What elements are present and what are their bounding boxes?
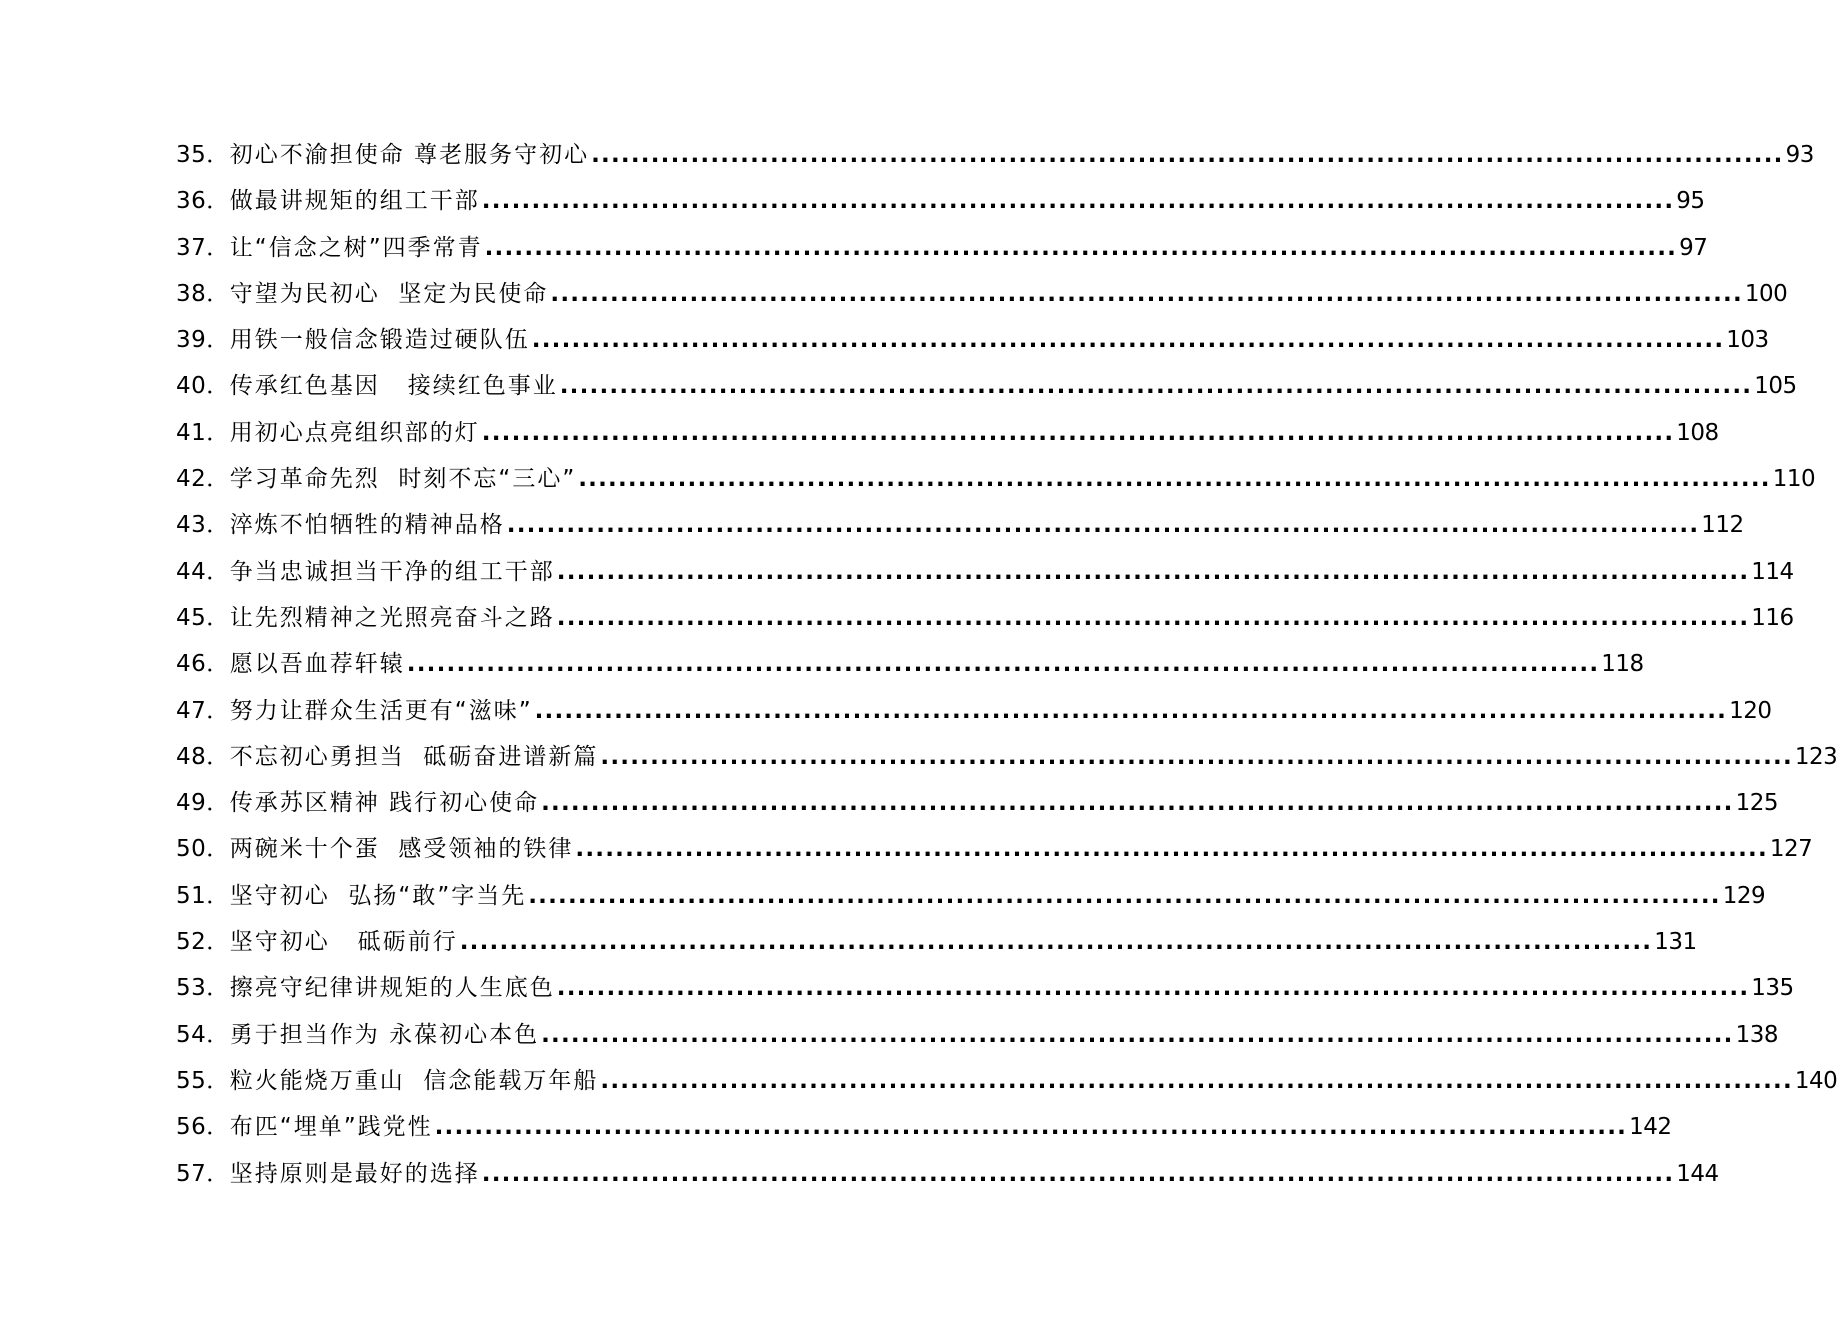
toc-entry <box>176 456 1816 502</box>
toc-entry-number: 51． <box>176 882 230 909</box>
toc-entry <box>176 688 1772 734</box>
toc-entry-page-number: 95 <box>1676 188 1705 215</box>
toc-entry <box>176 1104 1672 1150</box>
toc-entry-page-number: 105 <box>1754 373 1797 400</box>
toc-entry-title: 勇于担当作为 永葆初心本色 <box>229 1021 540 1048</box>
toc-entry-title: 初心不渝担使命 尊老服务守初心 <box>229 142 590 168</box>
toc-dot-leader: ........................................................................................................................ <box>556 975 1750 1002</box>
toc-entry <box>176 132 1814 178</box>
toc-entry-title: 布匹“埋单”践党性 <box>229 1114 433 1141</box>
toc-dot-leader: ........................................................................................................................ <box>481 1160 1675 1187</box>
toc-entry-number: 56． <box>176 1114 230 1141</box>
toc-entry-number: 36． <box>176 188 230 215</box>
toc-entry-title: 学习革命先烈 时刻不忘“三心” <box>229 466 577 493</box>
toc-dot-leader: ........................................................................................................................ <box>575 836 1768 863</box>
toc-dot-leader: ........................................................................................................................ <box>556 558 1750 585</box>
toc-entry-number: 52． <box>176 929 230 956</box>
toc-entry <box>176 873 1766 919</box>
toc-entry-page-number: 127 <box>1769 836 1813 863</box>
toc-entry <box>176 965 1794 1011</box>
toc-entry-page-number: 125 <box>1735 790 1778 817</box>
toc-entry-number: 47． <box>176 697 230 724</box>
toc-dot-leader: ........................................................................................................................ <box>591 142 1784 168</box>
toc-entry-number: 44． <box>176 558 230 585</box>
toc-dot-leader: ........................................................................................................................ <box>600 1067 1793 1094</box>
toc-entry-number: 45． <box>176 604 230 631</box>
toc-entry-title: 让“信念之树”四季常青 <box>229 234 483 261</box>
toc-entry-page-number: 112 <box>1701 512 1744 539</box>
toc-entry-page-number: 103 <box>1726 327 1769 354</box>
toc-entry-title: 做最讲规矩的组工干部 <box>229 188 480 215</box>
toc-dot-leader: ........................................................................................................................ <box>556 604 1750 631</box>
toc-entry-title: 用铁一般信念锻造过硬队伍 <box>229 327 530 354</box>
toc-entry-page-number: 142 <box>1629 1114 1672 1141</box>
toc-dot-leader: ........................................................................................................................ <box>550 280 1743 307</box>
toc-entry <box>176 410 1719 456</box>
toc-entry-page-number: 123 <box>1794 743 1837 770</box>
toc-entry-page-number: 114 <box>1751 558 1794 585</box>
toc-dot-leader: ........................................................................................................................ <box>481 419 1675 446</box>
toc-entry-number: 50． <box>176 836 230 863</box>
toc-entry-number: 42． <box>176 466 230 493</box>
toc-entry <box>176 826 1813 872</box>
toc-entry-page-number: 131 <box>1654 929 1697 956</box>
toc-entry-page-number: 110 <box>1772 466 1816 493</box>
toc-entry <box>176 317 1769 363</box>
toc-entry-title: 不忘初心勇担当 砥砺奋进谱新篇 <box>229 743 599 770</box>
toc-entry-page-number: 138 <box>1735 1021 1778 1048</box>
toc-entry-title: 两碗米十个蛋 感受领袖的铁律 <box>229 836 574 863</box>
toc-entry <box>176 225 1708 271</box>
toc-entry-page-number: 93 <box>1785 142 1814 168</box>
toc-entry-number: 38． <box>176 280 230 307</box>
toc-dot-leader: ........................................................................................................................ <box>484 234 1678 261</box>
toc-dot-leader: ........................................................................................................................ <box>481 188 1675 215</box>
toc-entry-page-number: 120 <box>1729 697 1772 724</box>
toc-entry <box>176 363 1797 409</box>
toc-entry <box>176 919 1697 965</box>
toc-entry-title: 传承苏区精神 践行初心使命 <box>229 790 540 817</box>
toc-entry-page-number: 97 <box>1679 234 1708 261</box>
toc-entry-page-number: 144 <box>1676 1160 1719 1187</box>
toc-entry <box>176 549 1794 595</box>
toc-entry-title: 传承红色基因 接续红色事业 <box>229 373 558 400</box>
toc-entry-number: 46． <box>176 651 230 678</box>
toc-entry-page-number: 118 <box>1601 651 1644 678</box>
toc-entry-page-number: 116 <box>1751 604 1794 631</box>
toc-entry-number: 43． <box>176 512 230 539</box>
toc-entry <box>176 595 1794 641</box>
toc-dot-leader: ........................................................................................................................ <box>434 1114 1628 1141</box>
toc-entry <box>176 502 1744 548</box>
toc-dot-leader: ........................................................................................................................ <box>406 651 1600 678</box>
toc-dot-leader: ........................................................................................................................ <box>528 882 1721 909</box>
toc-dot-leader: ........................................................................................................................ <box>541 1021 1734 1048</box>
toc-entry-number: 35． <box>176 142 230 168</box>
toc-entry <box>176 178 1705 224</box>
toc-entry-title: 坚守初心 砥砺前行 <box>229 929 458 956</box>
toc-entry <box>176 1012 1778 1058</box>
toc-entry-title: 守望为民初心 坚定为民使命 <box>229 280 549 307</box>
toc-dot-leader: ........................................................................................................................ <box>559 373 1753 400</box>
toc-entry <box>176 1058 1837 1104</box>
toc-dot-leader: ........................................................................................................................ <box>459 929 1653 956</box>
table-of-contents <box>176 132 1837 1197</box>
toc-entry-page-number: 140 <box>1794 1067 1837 1094</box>
toc-entry-number: 55． <box>176 1067 230 1094</box>
toc-entry-title: 坚守初心 弘扬“敢”字当先 <box>229 882 527 909</box>
toc-dot-leader: ........................................................................................................................ <box>534 697 1728 724</box>
toc-entry-title: 愿以吾血荐轩辕 <box>229 651 405 678</box>
toc-entry-page-number: 129 <box>1722 882 1766 909</box>
toc-dot-leader: ........................................................................................................................ <box>506 512 1700 539</box>
toc-entry-number: 48． <box>176 743 230 770</box>
toc-entry-number: 54． <box>176 1021 230 1048</box>
toc-entry-title: 擦亮守纪律讲规矩的人生底色 <box>229 975 555 1002</box>
toc-entry-title: 粒火能烧万重山 信念能载万年船 <box>229 1067 599 1094</box>
toc-entry-number: 53． <box>176 975 230 1002</box>
toc-entry <box>176 1151 1719 1197</box>
toc-entry-number: 37． <box>176 234 230 261</box>
toc-entry-page-number: 108 <box>1676 419 1719 446</box>
toc-entry-title: 用初心点亮组织部的灯 <box>229 419 480 446</box>
toc-entry-number: 41． <box>176 419 230 446</box>
toc-entry-title: 努力让群众生活更有“滋味” <box>229 697 533 724</box>
toc-entry-page-number: 100 <box>1744 280 1788 307</box>
toc-entry-number: 57． <box>176 1160 230 1187</box>
toc-entry <box>176 271 1788 317</box>
toc-dot-leader: ........................................................................................................................ <box>600 743 1793 770</box>
toc-entry-title: 让先烈精神之光照亮奋斗之路 <box>229 604 555 631</box>
toc-entry <box>176 734 1837 780</box>
toc-entry-title: 淬炼不怕牺牲的精神品格 <box>229 512 505 539</box>
toc-entry <box>176 641 1644 687</box>
toc-entry-page-number: 135 <box>1751 975 1794 1002</box>
toc-entry-number: 39． <box>176 327 230 354</box>
toc-entry-number: 49． <box>176 790 230 817</box>
toc-entry <box>176 780 1778 826</box>
toc-entry-title: 争当忠诚担当干净的组工干部 <box>229 558 555 585</box>
toc-dot-leader: ........................................................................................................................ <box>578 466 1771 493</box>
toc-dot-leader: ........................................................................................................................ <box>531 327 1725 354</box>
toc-dot-leader: ........................................................................................................................ <box>541 790 1734 817</box>
toc-entry-number: 40． <box>176 373 230 400</box>
toc-entry-title: 坚持原则是最好的选择 <box>229 1160 480 1187</box>
